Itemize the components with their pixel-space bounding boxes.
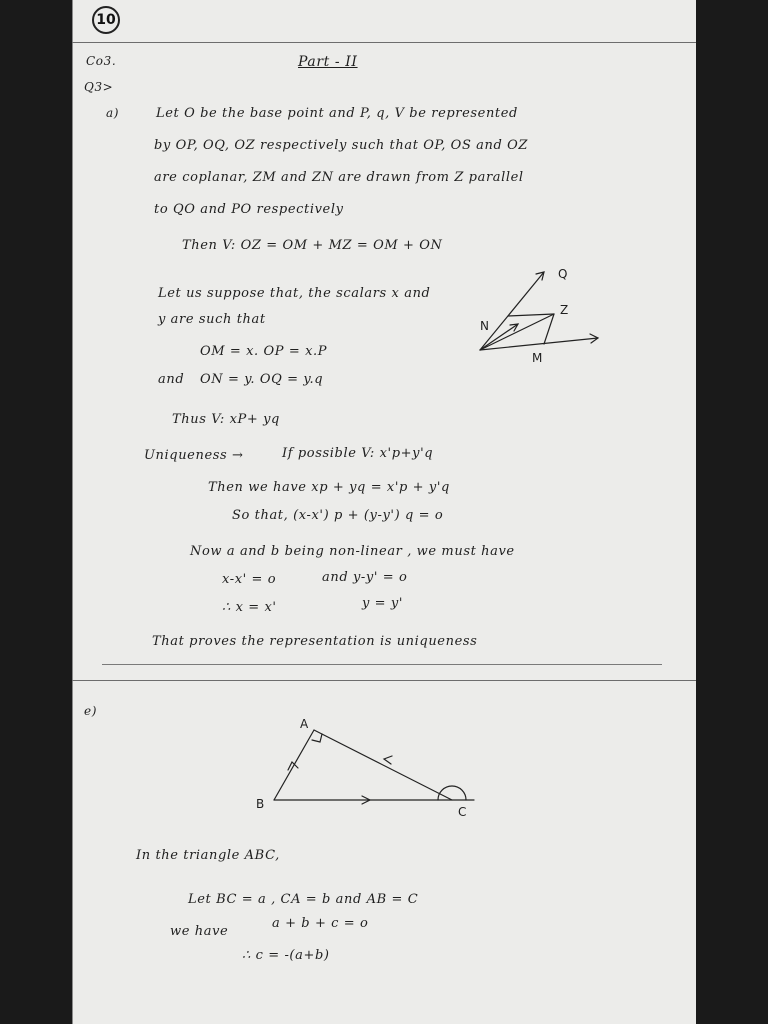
op-line	[480, 338, 598, 350]
angle-c-arc	[438, 786, 466, 800]
side-ca	[314, 730, 452, 800]
triangle-abc-diagram	[242, 712, 502, 822]
text-line-2: by OP, OQ, OZ respectively such that OP, OS and OZ	[154, 138, 529, 153]
om-equation: OM = x. OP = x.P	[200, 344, 328, 359]
margin-label-co3: Co3.	[86, 54, 117, 68]
triangle-line: In the triangle ABC,	[136, 848, 280, 863]
label-q: Q	[558, 267, 568, 281]
label-c: C	[458, 805, 467, 819]
text-line-4: to QO and PO respectively	[154, 202, 344, 217]
margin-label-a: a)	[106, 106, 120, 120]
page-number: 10	[92, 6, 120, 34]
suppose-line-1: Let us suppose that, the scalars x and	[158, 286, 431, 301]
parallelogram-vector-diagram	[472, 262, 602, 365]
label-n: N	[480, 319, 489, 333]
label-b: B	[256, 797, 265, 811]
thus-equation: Thus V: xP+ yq	[172, 412, 280, 427]
label-z: Z	[560, 303, 569, 317]
proves-line: That proves the representation is uniqueness	[152, 634, 478, 649]
eq-4: y = y'	[362, 596, 404, 611]
text-line-1: Let O be the base point and P, q, V be represented	[156, 106, 518, 121]
on-prefix: and	[158, 372, 185, 387]
oz-line	[480, 314, 554, 350]
label-m: M	[532, 351, 543, 365]
on-arrowhead	[510, 324, 518, 331]
label-a: A	[300, 717, 309, 731]
ca-arrowhead	[384, 756, 392, 764]
eq-3: ∴ x = x'	[222, 600, 277, 615]
page-title: Part - II	[298, 54, 358, 70]
sum-equation: a + b + c = o	[272, 916, 369, 931]
suppose-line-2: y are such that	[158, 312, 266, 327]
angle-a-mark	[312, 734, 322, 742]
text-line-3: are coplanar, ZM and ZN are drawn from Z parallel	[154, 170, 524, 185]
margin-label-e: e)	[84, 704, 97, 718]
oq-line	[480, 272, 544, 350]
uniqueness-if: If possible V: x'p+y'q	[282, 446, 434, 461]
so-that: So that, (x-x') p + (y-y') q = o	[232, 508, 444, 523]
eq-2: and y-y' = o	[322, 570, 408, 585]
margin-label-q3: Q3>	[84, 80, 114, 94]
then-equation: Then V: OZ = OM + MZ = OM + ON	[182, 238, 443, 253]
we-have-label: we have	[170, 924, 229, 939]
on-equation: ON = y. OQ = y.q	[200, 372, 324, 387]
eq-1: x-x' = o	[222, 572, 277, 587]
section-divider	[102, 664, 662, 665]
section-divider-2	[72, 680, 696, 681]
now-line: Now a and b being non-linear , we must have	[190, 544, 515, 559]
side-ab	[274, 730, 314, 800]
result-equation: ∴ c = -(a+b)	[242, 948, 330, 963]
nz-line	[508, 314, 554, 316]
left-margin-line	[72, 0, 73, 1024]
uniqueness-label: Uniqueness →	[144, 448, 244, 463]
let-line: Let BC = a , CA = b and AB = C	[188, 892, 419, 907]
header-rule	[72, 42, 696, 43]
notebook-page	[72, 0, 696, 1024]
then-we-have: Then we have xp + yq = x'p + y'q	[208, 480, 450, 495]
